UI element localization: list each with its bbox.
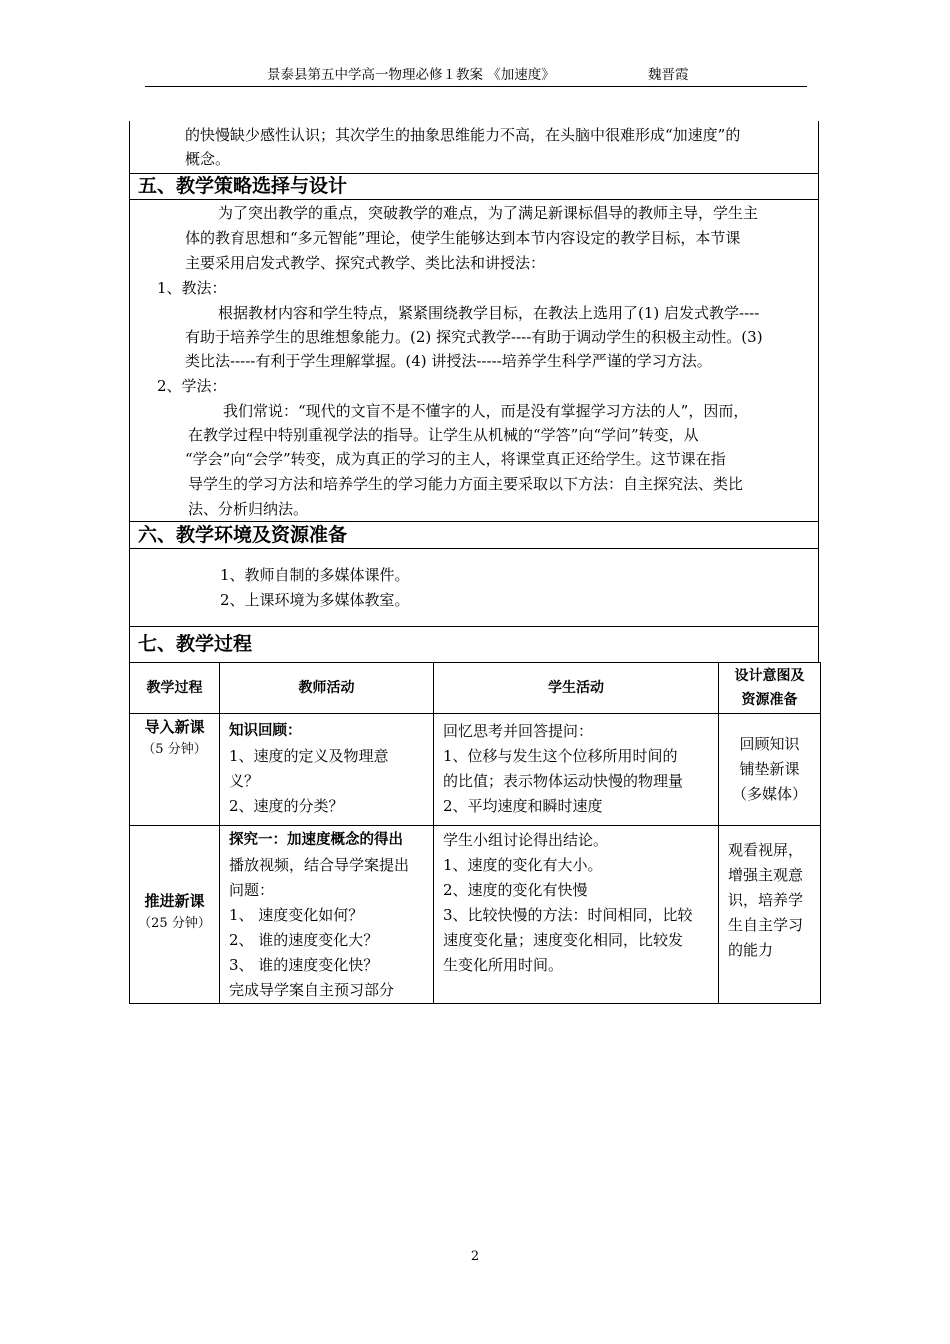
activity-line: 1、速度的变化有大小。 [443,856,603,874]
subheading: 2、学法： [157,377,227,395]
intent-line: 的能力 [728,941,774,959]
activity-line: 3、比较快慢的方法：时间相同，比较 [443,906,693,924]
intent-cell [719,714,821,826]
activity-line: 1、 速度变化如何？ [229,906,364,924]
paragraph-line: 导学生的学习方法和培养学生的学习能力方面主要采取以下方法：自主探究法、类比 [188,475,744,493]
activity-line: 义？ [229,772,260,790]
list-item: 1、教师自制的多媒体课件。 [220,566,410,584]
paragraph-line: 我们常说：“现代的文盲不是不懂字的人，而是没有掌握学习方法的人”，因而， [223,402,749,420]
continuation-line: 的快慢缺少感性认识；其次学生的抽象思维能力不高，在头脑中很难形成“加速度”的 [185,126,741,144]
section7-title: 七、教学过程 [138,633,253,655]
activity-line: 生变化所用时间。 [443,956,564,974]
page-number: 2 [470,1249,480,1264]
column-header: 教师活动 [220,663,434,714]
paragraph-line: “学会”向“会学”转变，成为真正的学习的主人，将课堂真正还给学生。这节课在指 [185,450,726,468]
activity-line: 1、位移与发生这个位移所用时间的 [443,747,678,765]
intent-line: 识，培养学 [728,891,804,909]
intent-line: 铺垫新课 [739,760,800,778]
stage-name: 推进新课 [144,892,205,910]
table-row [130,714,821,826]
activity-line: 3、 谁的速度变化快？ [229,956,379,974]
list-item: 2、上课环境为多媒体教室。 [220,591,410,609]
subheading: 1、教法： [157,279,227,297]
stage-duration: （25 分钟） [138,916,211,931]
paragraph-line: 有助于培养学生的思维想象能力。(2) 探究式教学----有助于调动学生的积极主动性。(3) [185,328,763,346]
stage-name: 导入新课 [144,718,205,736]
column-header: 教学过程 [130,663,220,714]
column-header: 学生活动 [434,663,719,714]
paragraph-line: 根据教材内容和学生特点，紧紧围绕教学目标，在教法上选用了(1) 启发式教学---- [218,304,760,322]
stage-duration: （5 分钟） [142,742,207,757]
section6-heading-row [129,521,819,548]
activity-line: 1、速度的定义及物理意 [229,747,389,765]
intent-line: 增强主观意 [728,866,804,884]
continuation-block [129,121,819,173]
intent-cell [719,826,821,1004]
student-activity-cell [434,826,719,1004]
activity-line: 2、 谁的速度变化大？ [229,931,379,949]
paragraph-line: 法、分析归纳法。 [188,500,309,518]
table-row [130,826,821,1004]
column-header-line: 资源准备 [741,692,798,708]
teacher-activity-cell [220,826,434,1004]
activity-line: 2、速度的变化有快慢 [443,881,588,899]
section5-title: 五、教学策略选择与设计 [138,175,348,197]
table-header-row [130,663,821,714]
activity-title: 探究一：加速度概念的得出 [229,832,403,848]
paragraph-line: 在教学过程中特别重视学法的指导。让学生从机械的“学答”向“学问”转变，从 [188,426,699,444]
page-header [145,66,807,87]
activity-line: 学生小组讨论得出结论。 [443,831,609,849]
header-title: 景泰县第五中学高一物理必修１教案 《加速度》 [267,67,555,83]
stage-cell [130,714,220,826]
intent-line: 生自主学习 [728,916,804,934]
teacher-activity-cell [220,714,434,826]
activity-line: 的比值；表示物体运动快慢的物理量 [443,772,684,790]
activity-line: 回忆思考并回答提问： [443,722,594,740]
intent-line: 回顾知识 [739,735,800,753]
column-header [719,663,821,714]
activity-title: 知识回顾： [229,723,302,739]
intent-line: （多媒体） [731,785,807,803]
activity-line: 完成导学案自主预习部分 [229,981,395,999]
student-activity-cell [434,714,719,826]
paragraph-line: 主要采用启发式教学、探究式教学、类比法和讲授法： [185,254,546,272]
column-header-line: 设计意图及 [734,668,805,684]
activity-line: 问题： [229,881,275,899]
paragraph-line: 为了突出教学的重点，突破教学的难点，为了满足新课标倡导的教师主导，学生主 [218,204,759,222]
section5-body [129,199,819,521]
activity-line: 2、平均速度和瞬时速度 [443,797,603,815]
activity-line: 2、速度的分类？ [229,797,344,815]
paragraph-line: 体的教育思想和“多元智能”理论，使学生能够达到本节内容设定的教学目标，本节课 [185,229,741,247]
section5-heading-row [129,173,819,199]
stage-cell [130,826,220,1004]
section7-heading-row [129,626,819,662]
continuation-line: 概念。 [185,150,231,168]
teaching-process-table [129,662,821,1004]
paragraph-line: 类比法-----有利于学生理解掌握。(4) 讲授法-----培养学生科学严谨的学习方法。 [185,352,712,370]
section6-title: 六、教学环境及资源准备 [138,524,348,546]
intent-line: 观看视屏， [728,841,804,859]
section6-body [129,548,819,626]
activity-line: 速度变化量；速度变化相同，比较发 [443,931,684,949]
header-author: 魏晋霞 [648,67,689,83]
activity-line: 播放视频，结合导学案提出 [229,856,410,874]
